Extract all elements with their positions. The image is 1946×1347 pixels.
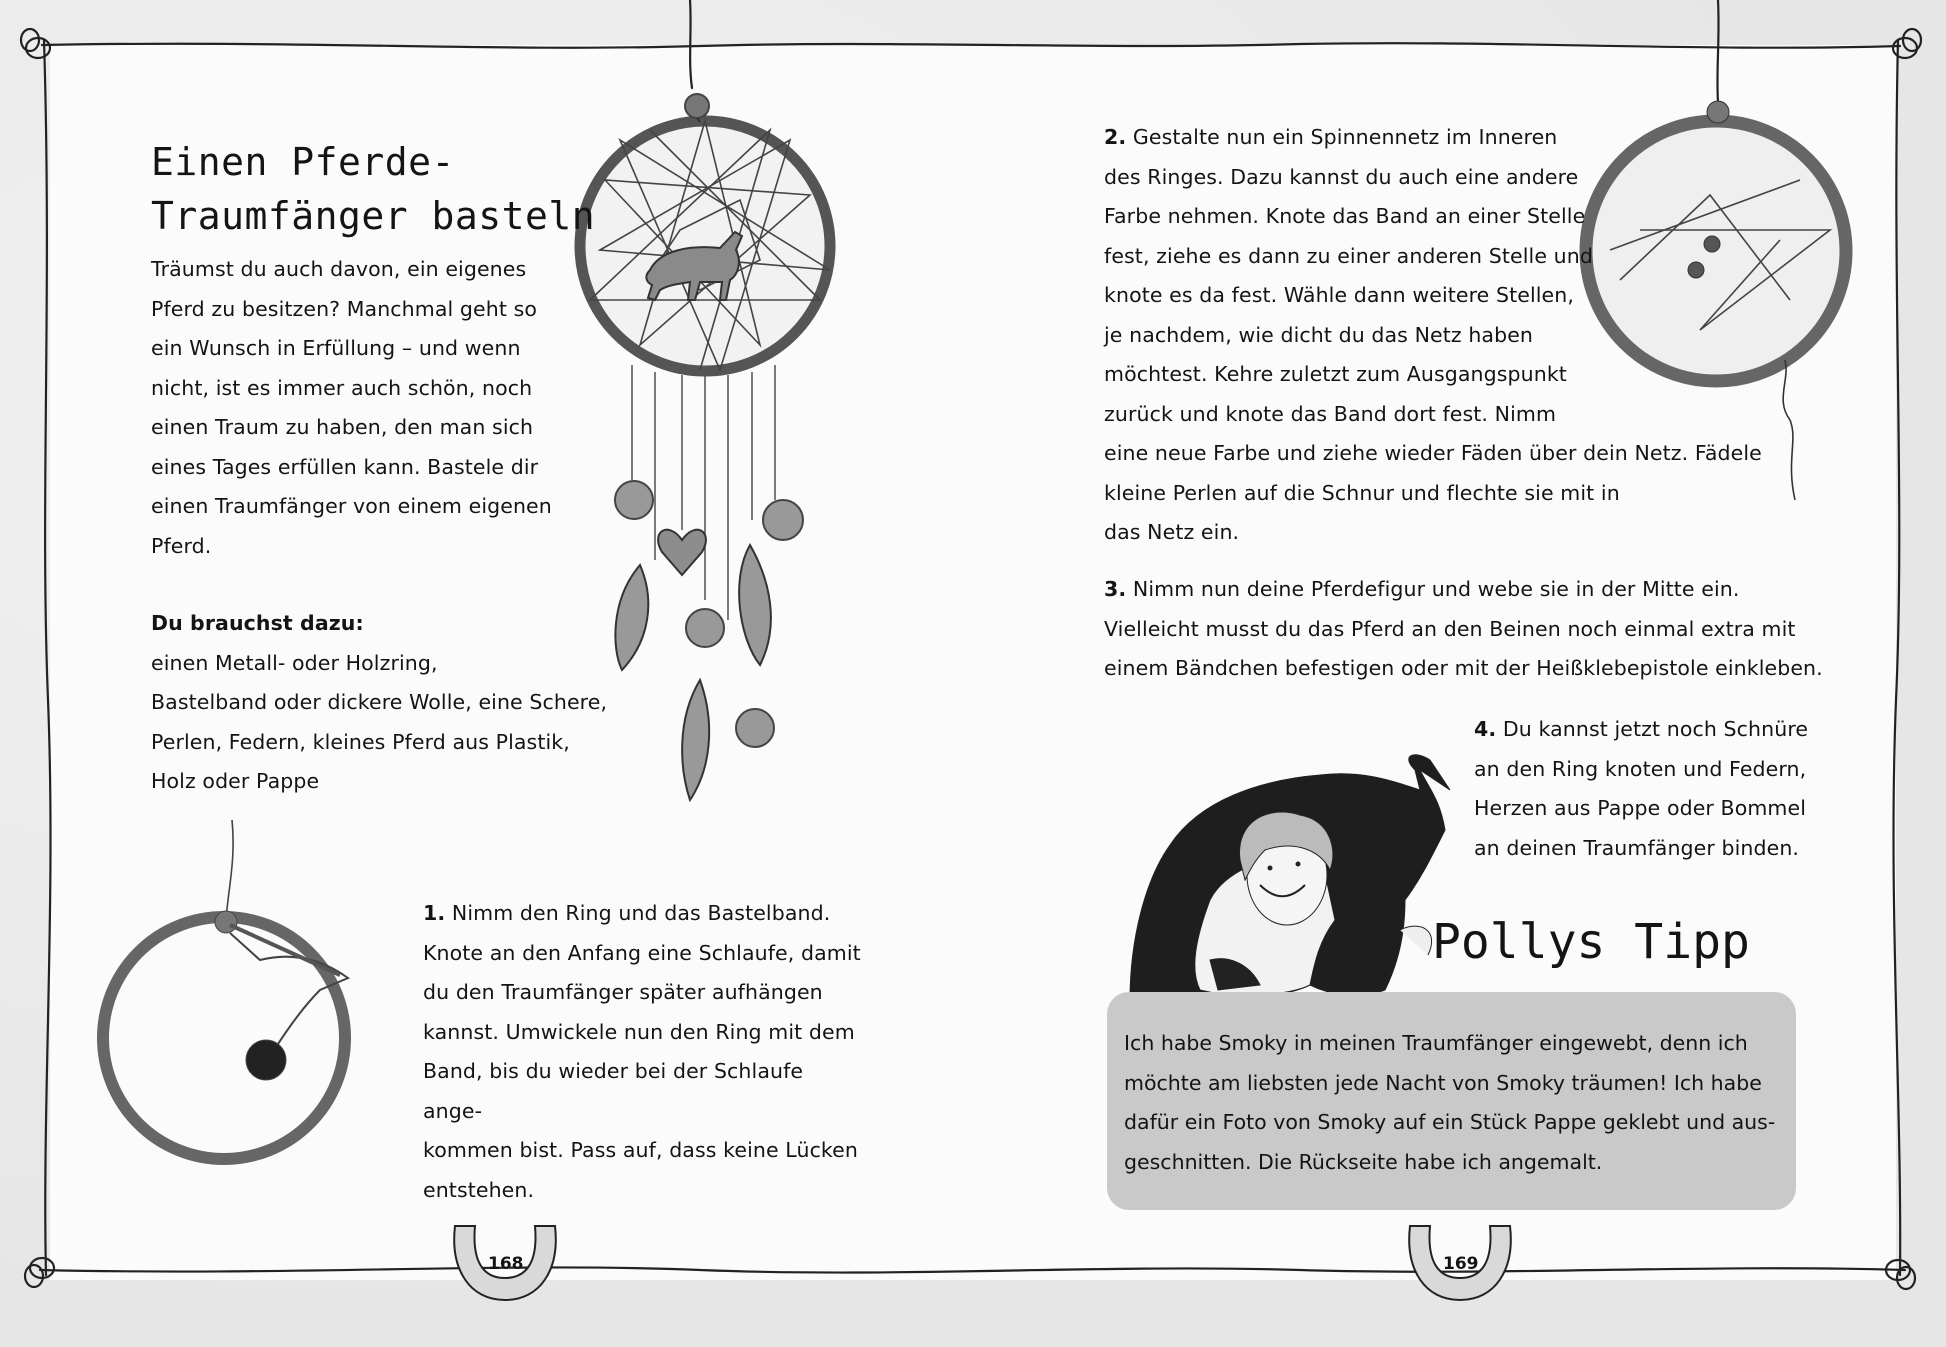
materials-line: Holz oder Pappe — [151, 769, 320, 793]
step-3-line: Vielleicht musst du das Pferd an den Beinen noch einmal extra mit — [1104, 616, 1796, 641]
page-number-right: 169 — [1443, 1254, 1479, 1274]
materials-heading: Du brauchst dazu: — [151, 611, 364, 635]
title-line-1: Einen Pferde- — [151, 140, 455, 184]
step-1-line: kannst. Umwickele nun den Ring mit dem — [423, 1019, 855, 1044]
hanging-string-left — [690, 0, 692, 88]
rope-loop-bottom-left — [25, 1258, 54, 1287]
intro-line: Pferd zu besitzen? Manchmal geht so — [151, 296, 538, 321]
intro-line: nicht, ist es immer auch schön, noch — [151, 375, 533, 400]
step-1 — [423, 894, 863, 1210]
materials-line: einen Metall- oder Holzring, — [151, 650, 438, 675]
step-1-line: du den Traumfänger später aufhängen — [423, 980, 823, 1004]
step-1-line: Knote an den Anfang eine Schlaufe, damit — [423, 940, 861, 965]
step-2-line: möchtest. Kehre zuletzt zum Ausgangspunkt — [1104, 362, 1567, 386]
tipp-line: geschnitten. Die Rückseite habe ich angemalt. — [1124, 1149, 1603, 1174]
yarn-ball-icon — [246, 1040, 286, 1080]
girl-with-horse-illustration — [1130, 755, 1450, 1002]
dream-catcher-illustration — [580, 94, 830, 800]
step-2-line: je nachdem, wie dicht du das Netz haben — [1104, 322, 1534, 347]
step-2-line: Farbe nehmen. Knote das Band an einer Stelle — [1104, 204, 1586, 228]
pompom-4 — [736, 709, 774, 747]
intro-line: einen Traumfänger von einem eigenen — [151, 494, 552, 518]
step-4-line: Du kannst jetzt noch Schnüre — [1502, 717, 1809, 741]
feather-1 — [615, 565, 648, 670]
tipp-title: Pollys Tipp — [1432, 914, 1750, 970]
tipp-line: dafür ein Foto von Smoky auf ein Stück Pappe geklebt und aus- — [1124, 1110, 1776, 1134]
step-2-number: 2. — [1104, 125, 1127, 149]
intro-line: eines Tages erfüllen kann. Bastele dir — [151, 454, 539, 479]
step-1-line: Nimm den Ring und das Bastelband. — [451, 901, 831, 925]
rope-frame-left — [44, 40, 51, 1275]
step-2-line: kleine Perlen auf die Schnur und flechte sie mit in — [1104, 480, 1620, 505]
step-4-line: an den Ring knoten und Federn, — [1474, 756, 1807, 781]
page-number-left: 168 — [488, 1254, 524, 1274]
step-1-line: entstehen. — [423, 1177, 535, 1202]
step-2-line: knote es da fest. Wähle dann weitere Stellen, — [1104, 283, 1574, 307]
rope-loop-top-left — [21, 29, 50, 58]
step-1-line: Band, bis du wieder bei der Schlaufe ange- — [423, 1059, 804, 1123]
step-2-line: das Netz ein. — [1104, 520, 1240, 544]
rope-frame-right — [1894, 40, 1901, 1275]
step-2-line: zurück und knote das Band dort fest. Nimm — [1104, 401, 1557, 426]
feather-3 — [682, 680, 709, 800]
step-3 — [1104, 570, 1894, 689]
step-3-line: einem Bändchen befestigen oder mit der Heißklebepistole einkleben. — [1104, 656, 1823, 680]
step-1-line: kommen bist. Pass auf, dass keine Lücken — [423, 1138, 858, 1162]
hanging-string-right — [1717, 0, 1718, 102]
intro-line: ein Wunsch in Erfüllung – und wenn — [151, 336, 521, 360]
materials-line: Bastelband oder dickere Wolle, eine Schere, — [151, 690, 608, 714]
step-2-line: des Ringes. Dazu kannst du auch eine andere — [1104, 164, 1579, 189]
step-4-line: Herzen aus Pappe oder Bommel — [1474, 796, 1807, 820]
tipp-line: Ich habe Smoky in meinen Traumfänger eingewebt, denn ich — [1124, 1031, 1748, 1055]
step-4-number: 4. — [1474, 717, 1497, 741]
page-title — [151, 135, 595, 243]
pompom-1 — [615, 481, 653, 519]
step-4-line: an deinen Traumfänger binden. — [1474, 835, 1800, 860]
title-line-2: Traumfänger basteln — [151, 194, 596, 238]
tipp-text — [1124, 1024, 1784, 1182]
rope-frame-top — [42, 43, 1900, 48]
rope-frame-bottom — [40, 1267, 1905, 1272]
tipp-line: möchte am liebsten jede Nacht von Smoky träumen! Ich habe — [1124, 1070, 1762, 1095]
feather-2 — [739, 545, 771, 665]
step-2-line: eine neue Farbe und ziehe wieder Fäden über dein Netz. Fädele — [1104, 441, 1762, 465]
step-1-number: 1. — [423, 901, 446, 925]
pompom-3 — [686, 609, 724, 647]
step-2-line: Gestalte nun ein Spinnennetz im Inneren — [1132, 125, 1558, 149]
heart-icon — [658, 530, 706, 575]
ring-illustration — [103, 820, 348, 1159]
pompom-2 — [763, 500, 803, 540]
step-2-line: fest, ziehe es dann zu einer anderen Stelle und — [1104, 243, 1593, 268]
step-3-number: 3. — [1104, 577, 1127, 601]
intro-line: einen Traum zu haben, den man sich — [151, 415, 534, 439]
step-2 — [1104, 118, 1824, 553]
intro-paragraph — [151, 250, 571, 566]
materials-section — [151, 604, 611, 802]
intro-line: Träumst du auch davon, ein eigenes — [151, 257, 527, 281]
step-3-line: Nimm nun deine Pferdefigur und webe sie in der Mitte ein. — [1132, 577, 1740, 601]
materials-line: Perlen, Federn, kleines Pferd aus Plastik, — [151, 729, 570, 754]
step-4 — [1474, 710, 1874, 868]
intro-line: Pferd. — [151, 533, 212, 558]
